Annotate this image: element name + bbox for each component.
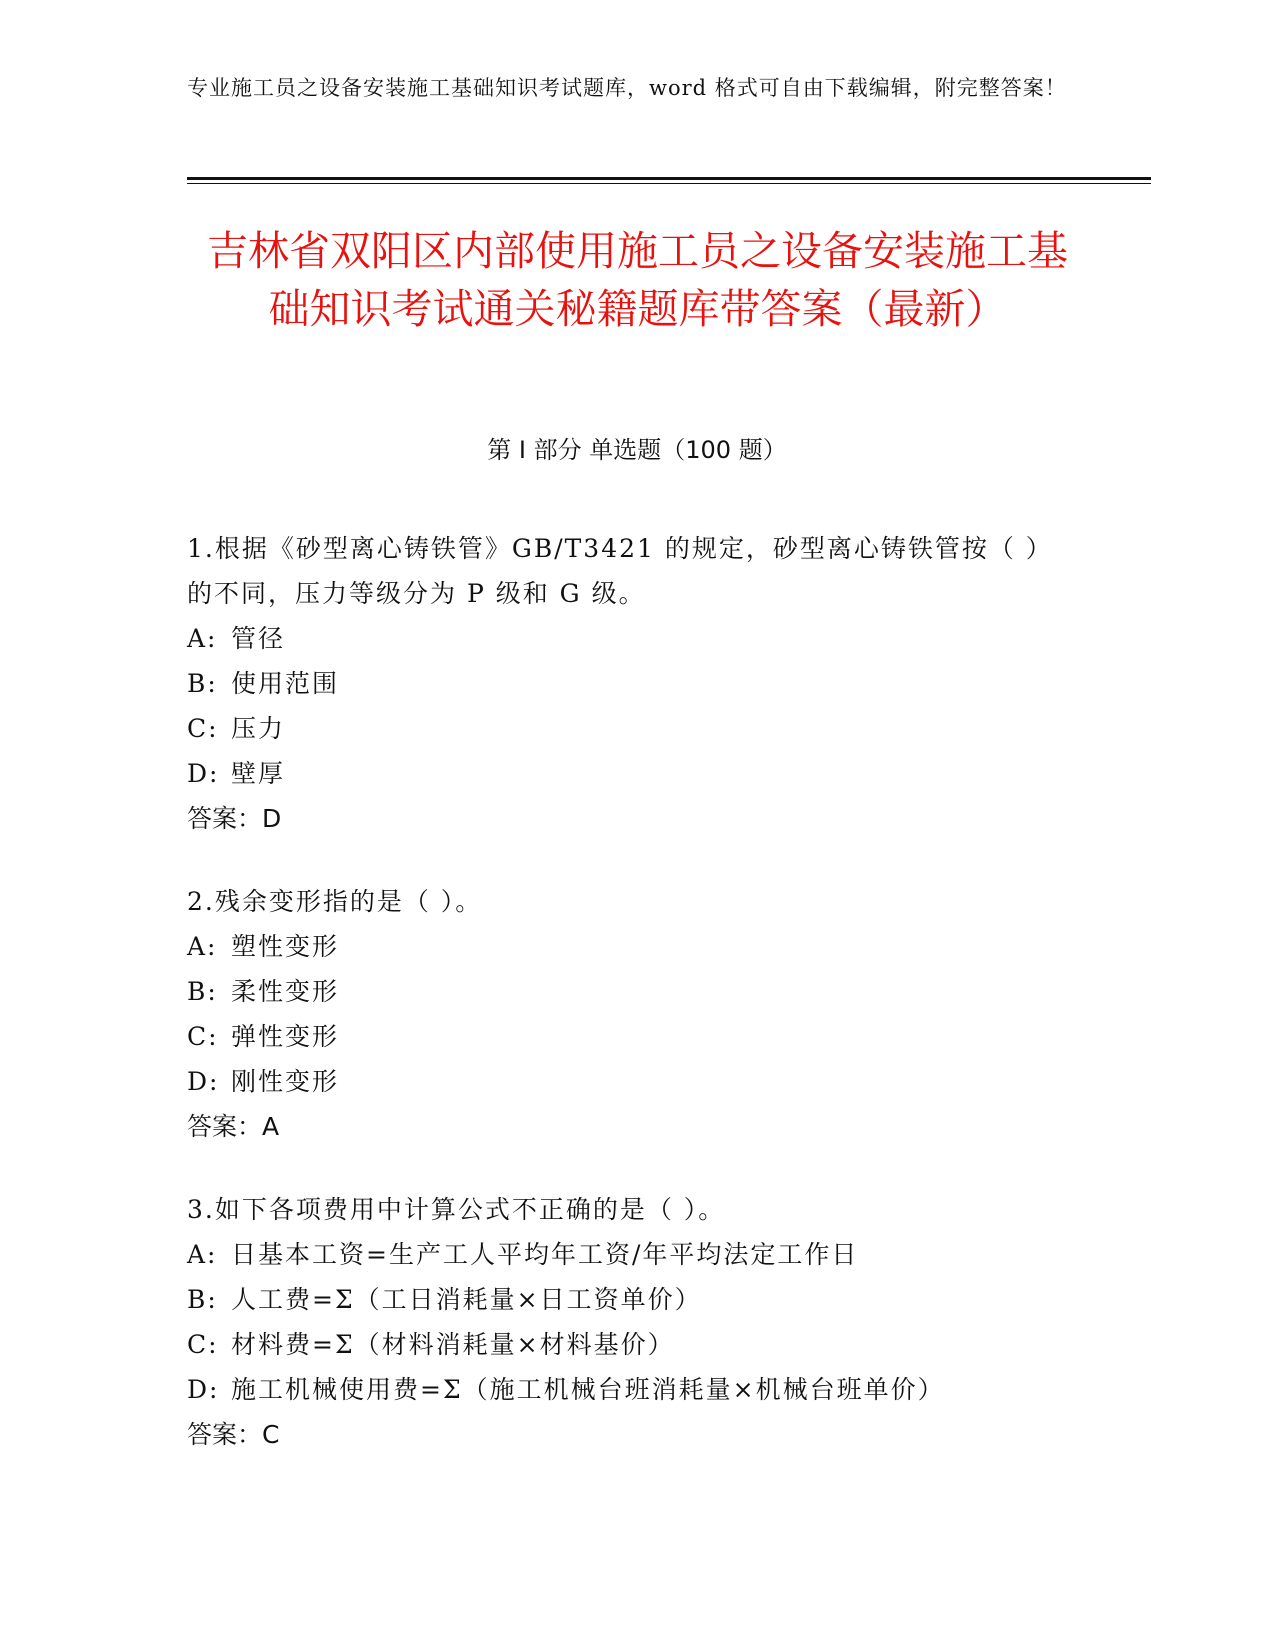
answer-line: 答案：A: [187, 1112, 280, 1141]
option-b: [187, 661, 1067, 706]
answer-line: 答案：C: [187, 1420, 280, 1449]
document-title: 吉林省双阳区内部使用施工员之设备安装施工基础知识考试通关秘籍题库带答案（最新）: [207, 227, 1068, 333]
option-a: [187, 1232, 1067, 1277]
option-letter: B:: [187, 977, 218, 1006]
option-letter: B:: [187, 669, 218, 698]
answer-line: 答案：D: [187, 804, 282, 833]
option-text: 使用范围: [231, 669, 340, 698]
option-letter: D:: [187, 1067, 220, 1096]
option-text: 日基本工资=生产工人平均年工资/年平均法定工作日: [231, 1240, 859, 1269]
question-list: [187, 526, 1067, 1495]
section-heading: 第 I 部分 单选题（100 题）: [487, 436, 787, 464]
option-text: 压力: [231, 714, 286, 743]
question-1: [187, 526, 1067, 841]
option-text: 弹性变形: [231, 1022, 340, 1051]
header-divider-thin: [187, 183, 1151, 184]
option-text: 壁厚: [231, 759, 286, 788]
option-letter: A:: [187, 624, 218, 653]
option-letter: D:: [187, 1375, 220, 1404]
option-a: [187, 616, 1067, 661]
option-text: 柔性变形: [231, 977, 340, 1006]
option-letter: A:: [187, 932, 218, 961]
option-b: [187, 1277, 1067, 1322]
option-text: 人工费=Σ（工日消耗量×日工资单价）: [231, 1285, 702, 1314]
option-letter: A:: [187, 1240, 218, 1269]
option-a: [187, 924, 1067, 969]
header-note: 专业施工员之设备安装施工基础知识考试题库，word 格式可自由下载编辑，附完整答案！: [187, 76, 1067, 100]
option-d: [187, 1367, 1067, 1412]
question-stem: 3.如下各项费用中计算公式不正确的是（ ）。: [187, 1195, 726, 1224]
option-letter: C:: [187, 1022, 219, 1051]
option-letter: D:: [187, 759, 220, 788]
option-text: 施工机械使用费=Σ（施工机械台班消耗量×机械台班单价）: [231, 1375, 945, 1404]
question-3: [187, 1187, 1067, 1457]
option-letter: B:: [187, 1285, 218, 1314]
option-d: [187, 751, 1067, 796]
option-c: [187, 1014, 1067, 1059]
option-c: [187, 1322, 1067, 1367]
option-text: 刚性变形: [231, 1067, 340, 1096]
option-d: [187, 1059, 1067, 1104]
option-text: 材料费=Σ（材料消耗量×材料基价）: [231, 1330, 675, 1359]
option-text: 塑性变形: [231, 932, 340, 961]
question-stem: 2.残余变形指的是（ ）。: [187, 887, 483, 916]
question-stem: 1.根据《砂型离心铸铁管》GB/T3421 的规定，砂型离心铸铁管按（ ）的不同，压力等级分为 P 级和 G 级。: [187, 534, 1053, 608]
header-divider-thick: [187, 177, 1151, 180]
option-letter: C:: [187, 714, 219, 743]
option-b: [187, 969, 1067, 1014]
option-text: 管径: [231, 624, 286, 653]
option-c: [187, 706, 1067, 751]
question-2: [187, 879, 1067, 1149]
option-letter: C:: [187, 1330, 219, 1359]
